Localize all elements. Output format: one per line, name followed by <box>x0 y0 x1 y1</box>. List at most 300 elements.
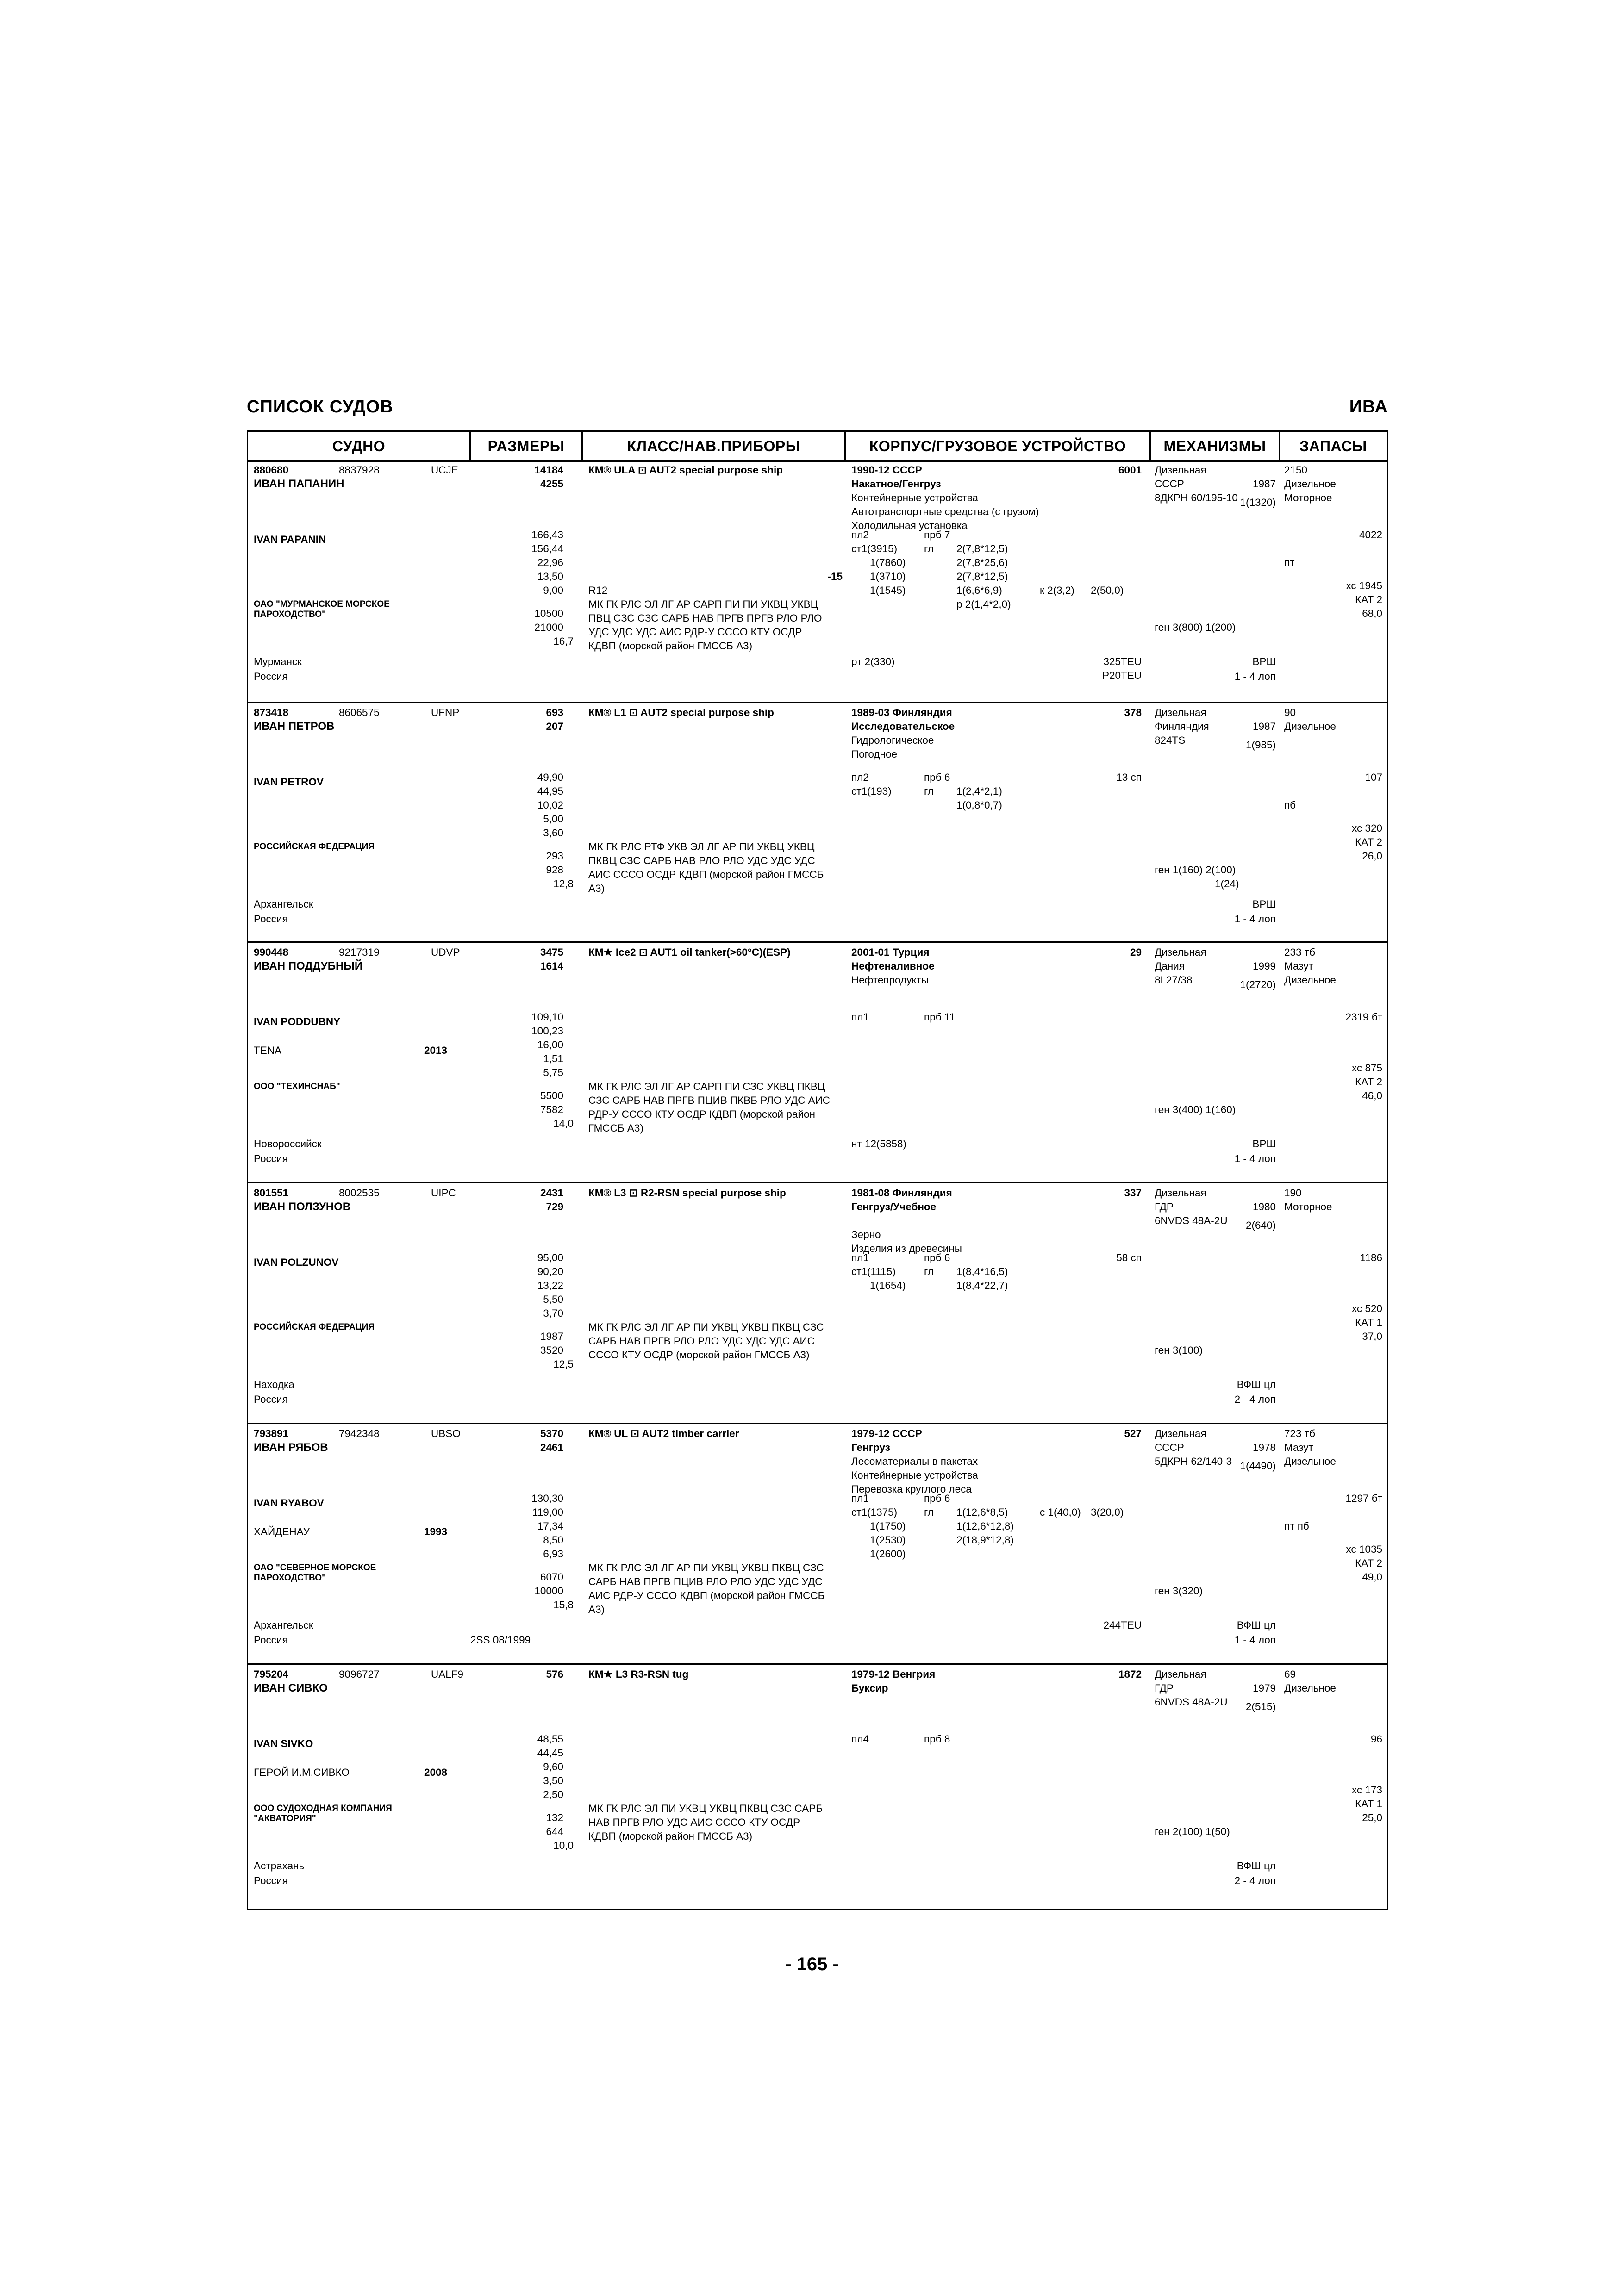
navigation-equipment: КДВП (морской район ГМССБ А3) <box>588 1830 753 1842</box>
hold-cell: 13 сп <box>1116 772 1142 783</box>
previous-name-year: 2008 <box>424 1767 448 1778</box>
dimension-value: 5,50 <box>543 1294 563 1305</box>
tonnage-value: 576 <box>546 1668 563 1680</box>
stores-value: КАТ 1 <box>1355 1317 1382 1328</box>
capacity-value: 1987 <box>540 1331 563 1342</box>
hold-cell: гл <box>924 543 934 554</box>
cargo-type: Изделия из древесины <box>851 1243 962 1254</box>
propeller-type: ВФШ цл <box>1237 1619 1276 1631</box>
hull-type: Буксир <box>851 1682 888 1694</box>
propeller-blades: 2 - 4 лоп <box>1234 1875 1276 1886</box>
hold-cell: прб 11 <box>924 1011 956 1023</box>
stores-value: 2150 <box>1284 464 1308 476</box>
cargo-type: Автотранспортные средства (с грузом) <box>851 506 1039 517</box>
vessel-name-en: IVAN PODDUBNY <box>254 1016 341 1027</box>
navigation-equipment: ПВЦ СЗС СЗС САРБ НАВ ПРГВ ПРГВ РЛО РЛО <box>588 612 822 624</box>
hold-cell: пл2 <box>851 772 869 783</box>
hold-cell: 2(7,8*25,6) <box>956 557 1008 568</box>
stores-value: КАТ 2 <box>1355 594 1382 605</box>
hold-cell: 1(6,6*6,9) <box>956 585 1002 596</box>
vessel-name-ru: ИВАН ПОДДУБНЫЙ <box>254 960 363 972</box>
dimension-value: 130,30 <box>531 1493 563 1504</box>
capacity-value: 644 <box>546 1826 563 1837</box>
stores-value: 49,0 <box>1362 1571 1382 1583</box>
navigation-equipment: АИС СССО ОСДР КДВП (морской район ГМССБ <box>588 869 824 880</box>
cargo-type: Контейнерные устройства <box>851 1469 978 1481</box>
home-port: Архангельск <box>254 1619 313 1631</box>
generators: ген 3(100) <box>1155 1344 1203 1356</box>
stores-value: Дизельное <box>1284 974 1336 986</box>
container-capacity: 244TEU <box>1103 1619 1142 1631</box>
tonnage-value: 2431 <box>540 1187 563 1199</box>
engine-info: 8L27/38 <box>1155 974 1193 986</box>
generators: ген 3(800) 1(200) <box>1155 622 1236 633</box>
propeller-type: ВРШ <box>1252 1138 1276 1150</box>
owner-line: ОАО "МУРМАНСКОЕ МОРСКОЕ <box>254 599 390 609</box>
column-header-machinery: МЕХАНИЗМЫ <box>1163 438 1266 454</box>
dimension-value: 166,43 <box>531 529 563 541</box>
propeller-blades: 2 - 4 лоп <box>1234 1394 1276 1405</box>
hold-cell: 58 сп <box>1116 1252 1142 1263</box>
dimension-value: 48,55 <box>537 1733 563 1745</box>
owner-line: ОАО "СЕВЕРНОЕ МОРСКОЕ <box>254 1563 376 1573</box>
navigation-equipment: МК ГК РЛС ЭЛ ПИ УКВЦ УКВЦ ПКВЦ СЗС САРБ <box>588 1803 823 1814</box>
tonnage-value: 1614 <box>540 960 563 972</box>
imo-number: 7942348 <box>339 1428 380 1439</box>
home-port: Новороссийск <box>254 1138 322 1150</box>
engine-info: СССР <box>1155 1442 1184 1453</box>
hold-cell: 1(1750) <box>870 1520 906 1532</box>
registry-number: 795204 <box>254 1668 289 1680</box>
generators: 1(24) <box>1215 878 1239 890</box>
hold-cell: 2(7,8*12,5) <box>956 543 1008 554</box>
stores-value: 26,0 <box>1362 850 1382 862</box>
stores-value: 37,0 <box>1362 1331 1382 1342</box>
dimension-value: 17,34 <box>537 1520 563 1532</box>
dimension-value: 119,00 <box>532 1506 563 1518</box>
navigation-equipment: А3) <box>588 883 605 894</box>
ship-record <box>248 460 1387 700</box>
engine-year: 1978 <box>1252 1442 1276 1453</box>
ships-table <box>247 430 1388 1910</box>
tonnage-value: 3475 <box>540 946 563 958</box>
survey-note: 2SS 08/1999 <box>470 1634 531 1646</box>
vessel-name-ru: ИВАН ПЕТРОВ <box>254 720 335 733</box>
stores-value: 90 <box>1284 707 1296 718</box>
cargo-type: Лесоматериалы в пакетах <box>851 1456 978 1467</box>
hold-cell: пл1 <box>851 1493 869 1504</box>
navigation-equipment: САРБ НАВ ПРГВ ПЦИВ РЛО РЛО УДС УДС УДС <box>588 1576 823 1587</box>
dimension-value: 16,00 <box>537 1039 563 1051</box>
dimension-value: 44,95 <box>537 785 563 797</box>
tonnage-value: 693 <box>546 707 563 718</box>
engine-info: Дизельная <box>1155 464 1206 476</box>
tonnage-value: 729 <box>546 1201 563 1213</box>
dimension-value: 13,50 <box>537 571 563 582</box>
hull-type: Накатное/Генгруз <box>851 478 941 490</box>
navigation-equipment: ПКВЦ СЗС САРБ НАВ РЛО РЛО УДС УДС УДС <box>588 855 815 866</box>
propeller-type: ВФШ цл <box>1237 1860 1276 1872</box>
build-number: 378 <box>1124 707 1142 718</box>
navigation-equipment: СССО КТУ ОСДР (морской район ГМССБ А3) <box>588 1349 810 1361</box>
dimension-value: 9,00 <box>543 585 563 596</box>
build-number: 1872 <box>1118 1668 1142 1680</box>
vessel-name-en: IVAN PAPANIN <box>254 534 326 545</box>
build-info: 1979-12 Венгрия <box>851 1668 936 1680</box>
section-title: ИВА <box>1349 397 1388 417</box>
hold-cell: 1(12,6*12,8) <box>956 1520 1014 1532</box>
registry-number: 873418 <box>254 707 289 718</box>
stores-value: 4022 <box>1359 529 1382 541</box>
owner-line: ООО СУДОХОДНАЯ КОМПАНИЯ <box>254 1804 392 1813</box>
stores-value: пт пб <box>1284 1520 1309 1532</box>
hull-type: Генгруз/Учебное <box>851 1201 937 1213</box>
capacity-value: 6070 <box>540 1571 563 1583</box>
hold-cell: 2(18,9*12,8) <box>956 1534 1014 1546</box>
build-number: 337 <box>1124 1187 1142 1199</box>
engine-power: 1(2720) <box>1240 979 1276 990</box>
cargo-type: Нефтепродукты <box>851 974 929 986</box>
vessel-name-en: IVAN POLZUNOV <box>254 1257 339 1268</box>
stores-value: Дизельное <box>1284 1682 1336 1694</box>
navigation-equipment: ГМССБ А3) <box>588 1122 643 1134</box>
stores-value: хс 520 <box>1351 1303 1382 1314</box>
stores-value: Дизельное <box>1284 478 1336 490</box>
capacity-value: 16,7 <box>553 635 574 647</box>
tonnage-value: 2461 <box>540 1442 563 1453</box>
previous-name: TENA <box>254 1045 282 1056</box>
engine-info: Дизельная <box>1155 707 1206 718</box>
hold-cell: 3(20,0) <box>1091 1506 1124 1518</box>
owner-line: ООО "ТЕХИНСНАБ" <box>254 1082 340 1091</box>
hull-type: Нефтеналивное <box>851 960 935 972</box>
cargo-type: Зерно <box>851 1229 881 1240</box>
cargo-type: Перевозка круглого леса <box>851 1483 972 1495</box>
owner-line: РОССИЙСКАЯ ФЕДЕРАЦИЯ <box>254 842 375 852</box>
stores-value: хс 320 <box>1351 822 1382 834</box>
navigation-equipment: УДС УДС УДС АИС РДР-У СССО КТУ ОСДР <box>588 626 802 638</box>
navigation-equipment: КДВП (морской район ГМССБ А3) <box>588 640 753 652</box>
owner-line: ПАРОХОДСТВО" <box>254 610 326 619</box>
hull-type: Генгруз <box>851 1442 890 1453</box>
engine-power: 2(515) <box>1245 1701 1276 1712</box>
engine-info: 6NVDS 48A-2U <box>1155 1696 1228 1708</box>
hold-cell: прб 7 <box>924 529 950 541</box>
dimension-value: 95,00 <box>537 1252 563 1263</box>
build-info: 1989-03 Финляндия <box>851 707 952 718</box>
hold-cell: гл <box>924 1266 934 1277</box>
capacity-value: 132 <box>546 1812 563 1823</box>
flag-country: Россия <box>254 1634 288 1646</box>
home-port: Архангельск <box>254 898 313 910</box>
propeller-blades: 1 - 4 лоп <box>1234 1634 1276 1646</box>
engine-info: Дания <box>1155 960 1185 972</box>
flag-country: Россия <box>254 1394 288 1405</box>
capacity-value: 15,8 <box>553 1599 574 1611</box>
previous-name-year: 2013 <box>424 1045 448 1056</box>
flag-country: Россия <box>254 671 288 682</box>
stores-value: 190 <box>1284 1187 1302 1199</box>
class-notation: КМ® L3 ⊡ R2-RSN special purpose ship <box>588 1187 786 1199</box>
registry-number: 793891 <box>254 1428 289 1439</box>
build-info: 2001-01 Турция <box>851 946 930 958</box>
class-notation: КМ★ Ice2 ⊡ AUT1 oil tanker(>60°C)(ESP) <box>588 946 791 958</box>
navigation-equipment: МК ГК РЛС ЭЛ ЛГ АР ПИ УКВЦ УКВЦ ПКВЦ СЗС <box>588 1321 824 1333</box>
navigation-equipment: РДР-У СССО КТУ ОСДР КДВП (морской район <box>588 1108 815 1120</box>
ship-record <box>248 702 1387 941</box>
previous-name: ХАЙДЕНАУ <box>254 1526 310 1537</box>
ship-record <box>248 1663 1387 1903</box>
dimension-value: 109,10 <box>531 1011 563 1023</box>
engine-info: Дизельная <box>1155 1187 1206 1199</box>
engine-power: 2(640) <box>1245 1220 1276 1231</box>
cargo-type: Холодильная установка <box>851 520 968 531</box>
class-notation: КМ★ L3 R3-RSN tug <box>588 1668 689 1680</box>
capacity-value: 12,8 <box>553 878 574 890</box>
capacity-value: 3520 <box>540 1344 563 1356</box>
hold-cell: с 1(40,0) <box>1040 1506 1081 1518</box>
home-port: Находка <box>254 1379 294 1390</box>
previous-name-year: 1993 <box>424 1526 448 1537</box>
stores-value: 723 тб <box>1284 1428 1315 1439</box>
stores-value: хс 1945 <box>1346 580 1382 591</box>
vessel-name-en: IVAN RYABOV <box>254 1497 324 1509</box>
ice-class: R12 <box>588 585 608 596</box>
call-sign: UBSO <box>431 1428 461 1439</box>
capacity-value: 10000 <box>534 1585 563 1597</box>
stores-value: КАТ 1 <box>1355 1798 1382 1810</box>
generators: ген 3(400) 1(160) <box>1155 1104 1236 1115</box>
stores-value: 96 <box>1370 1733 1382 1745</box>
dimension-value: 156,44 <box>531 543 563 554</box>
home-port: Астрахань <box>254 1860 305 1872</box>
hold-cell: ст1(1375) <box>851 1506 898 1518</box>
class-number: -15 <box>827 571 843 582</box>
capacity-value: 928 <box>546 864 563 876</box>
ship-record <box>248 941 1387 1181</box>
navigation-equipment: НАВ ПРГВ РЛО УДС АИС СССО КТУ ОСДР <box>588 1817 800 1828</box>
hold-cell: 1(1545) <box>870 585 906 596</box>
hold-cell: прб 6 <box>924 1252 950 1263</box>
navigation-equipment: МК ГК РЛС ЭЛ ЛГ АР САРП ПИ ПИ УКВЦ УКВЦ <box>588 598 818 610</box>
propeller-blades: 1 - 4 лоп <box>1234 671 1276 682</box>
engine-year: 1980 <box>1252 1201 1276 1213</box>
hold-cell: 1(1654) <box>870 1280 906 1291</box>
container-capacity: P20TEU <box>1102 670 1142 681</box>
dimension-value: 3,60 <box>543 827 563 839</box>
vessel-name-ru: ИВАН ПОЛЗУНОВ <box>254 1201 351 1213</box>
hold-cell: прб 6 <box>924 1493 950 1504</box>
cargo-type: Контейнерные устройства <box>851 492 978 504</box>
stores-value: 107 <box>1365 772 1382 783</box>
owner-line: ПАРОХОДСТВО" <box>254 1573 326 1583</box>
owner-line: РОССИЙСКАЯ ФЕДЕРАЦИЯ <box>254 1322 375 1332</box>
hold-cell: прб 6 <box>924 772 950 783</box>
engine-info: Дизельная <box>1155 946 1206 958</box>
hold-cell: 1(2600) <box>870 1548 906 1560</box>
hold-cell: ст1(1115) <box>851 1266 896 1277</box>
build-number: 29 <box>1130 946 1142 958</box>
engine-info: Дизельная <box>1155 1668 1206 1680</box>
engine-info: Дизельная <box>1155 1428 1206 1439</box>
hold-cell: ст1(3915) <box>851 543 898 554</box>
engine-info: ГДР <box>1155 1201 1174 1213</box>
class-notation: КМ® L1 ⊡ AUT2 special purpose ship <box>588 707 774 718</box>
navigation-equipment: АИС РДР-У СССО КДВП (морской район ГМССБ <box>588 1590 825 1601</box>
engine-power: 1(4490) <box>1240 1460 1276 1472</box>
previous-name: ГЕРОЙ И.М.СИВКО <box>254 1767 350 1778</box>
dimension-value: 3,70 <box>543 1307 563 1319</box>
list-title: СПИСОК СУДОВ <box>247 397 394 417</box>
engine-year: 1979 <box>1252 1682 1276 1694</box>
dimension-value: 13,22 <box>537 1280 563 1291</box>
flag-country: Россия <box>254 1153 288 1164</box>
engine-year: 1987 <box>1252 478 1276 490</box>
registry-number: 801551 <box>254 1187 289 1199</box>
hold-cell: пл1 <box>851 1011 869 1023</box>
build-info: 1981-08 Финляндия <box>851 1187 952 1199</box>
call-sign: UALF9 <box>431 1668 464 1680</box>
engine-year: 1999 <box>1252 960 1276 972</box>
class-notation: КМ® ULA ⊡ AUT2 special purpose ship <box>588 464 783 476</box>
engine-info: 8ДКРН 60/195-10 <box>1155 492 1238 504</box>
capacity-value: 14,0 <box>553 1118 574 1129</box>
tank-info: рт 2(330) <box>851 656 895 667</box>
capacity-value: 5500 <box>540 1090 563 1101</box>
call-sign: UCJE <box>431 464 458 476</box>
engine-info: 824TS <box>1155 734 1186 746</box>
vessel-name-en: IVAN PETROV <box>254 776 324 788</box>
build-info: 1979-12 СССР <box>851 1428 922 1439</box>
hold-cell: 1(2,4*2,1) <box>956 785 1002 797</box>
hold-cell: 1(3710) <box>870 571 906 582</box>
engine-info: ГДР <box>1155 1682 1174 1694</box>
vessel-name-ru: ИВАН РЯБОВ <box>254 1441 328 1454</box>
flag-country: Россия <box>254 1875 288 1886</box>
column-header-class: КЛАСС/НАВ.ПРИБОРЫ <box>627 438 800 454</box>
navigation-equipment: САРБ НАВ ПРГВ РЛО РЛО УДС УДС УДС АИС <box>588 1335 815 1347</box>
stores-value: КАТ 2 <box>1355 836 1382 848</box>
hold-cell: гл <box>924 785 934 797</box>
stores-value: хс 1035 <box>1346 1543 1382 1555</box>
engine-power: 1(1320) <box>1240 497 1276 508</box>
dimension-value: 90,20 <box>537 1266 563 1277</box>
capacity-value: 293 <box>546 850 563 862</box>
container-capacity: 325TEU <box>1103 656 1142 667</box>
cargo-type: Гидрологическое <box>851 734 934 746</box>
column-header-stores: ЗАПАСЫ <box>1299 438 1367 454</box>
navigation-equipment: МК ГК РЛС ЭЛ ЛГ АР ПИ УКВЦ УКВЦ ПКВЦ СЗС <box>588 1562 824 1574</box>
dimension-value: 5,00 <box>543 813 563 825</box>
tonnage-value: 5370 <box>540 1428 563 1439</box>
engine-power: 1(985) <box>1245 739 1276 751</box>
table-header <box>248 432 1387 462</box>
hold-cell: 1(12,6*8,5) <box>956 1506 1008 1518</box>
vessel-name-ru: ИВАН ПАПАНИН <box>254 478 344 490</box>
stores-value: 25,0 <box>1362 1812 1382 1823</box>
navigation-equipment: А3) <box>588 1604 605 1615</box>
hold-cell: 1(7860) <box>870 557 906 568</box>
stores-value: КАТ 2 <box>1355 1557 1382 1569</box>
propeller-blades: 1 - 4 лоп <box>1234 1153 1276 1164</box>
hold-cell: 1(8,4*16,5) <box>956 1266 1008 1277</box>
stores-value: пт <box>1284 557 1295 568</box>
propeller-blades: 1 - 4 лоп <box>1234 913 1276 925</box>
tonnage-value: 207 <box>546 721 563 732</box>
stores-value: Мазут <box>1284 960 1313 972</box>
build-number: 6001 <box>1118 464 1142 476</box>
call-sign: UFNP <box>431 707 460 718</box>
tonnage-value: 4255 <box>540 478 563 490</box>
stores-value: 2319 бт <box>1345 1011 1382 1023</box>
call-sign: UDVP <box>431 946 460 958</box>
dimension-value: 1,51 <box>543 1053 563 1064</box>
imo-number: 8606575 <box>339 707 380 718</box>
dimension-value: 6,93 <box>543 1548 563 1560</box>
engine-info: 5ДКРН 62/140-3 <box>1155 1456 1232 1467</box>
cargo-type: Погодное <box>851 748 897 760</box>
vessel-name-ru: ИВАН СИВКО <box>254 1682 328 1694</box>
navigation-equipment: СЗС САРБ НАВ ПРГВ ПЦИВ ПКВБ РЛО УДС АИС <box>588 1095 831 1106</box>
owner-line: "АКВАТОРИЯ" <box>254 1814 316 1823</box>
engine-year: 1987 <box>1252 721 1276 732</box>
propeller-type: ВРШ <box>1252 656 1276 667</box>
stores-value: 68,0 <box>1362 608 1382 619</box>
home-port: Мурманск <box>254 656 302 667</box>
stores-value: КАТ 2 <box>1355 1076 1382 1088</box>
imo-number: 9217319 <box>339 946 380 958</box>
ship-record <box>248 1182 1387 1422</box>
imo-number: 9096727 <box>339 1668 380 1680</box>
hold-cell: 2(7,8*12,5) <box>956 571 1008 582</box>
generators: ген 1(160) 2(100) <box>1155 864 1236 876</box>
capacity-value: 21000 <box>534 622 563 633</box>
tonnage-value: 14184 <box>534 464 563 476</box>
build-number: 527 <box>1124 1428 1142 1439</box>
column-header-dimensions: РАЗМЕРЫ <box>487 438 565 454</box>
hull-type: Исследовательское <box>851 721 955 732</box>
hold-cell: 1(2530) <box>870 1534 906 1546</box>
navigation-equipment: МК ГК РЛС РТФ УКВ ЭЛ ЛГ АР ПИ УКВЦ УКВЦ <box>588 841 815 852</box>
stores-value: Мазут <box>1284 1442 1313 1453</box>
registry-number: 990448 <box>254 946 289 958</box>
hold-cell: прб 8 <box>924 1733 950 1745</box>
call-sign: UIPC <box>431 1187 456 1199</box>
registry-number: 880680 <box>254 464 289 476</box>
hold-cell: пл2 <box>851 529 869 541</box>
dimension-value: 9,60 <box>543 1761 563 1773</box>
dimension-value: 100,23 <box>531 1025 563 1037</box>
stores-value: 69 <box>1284 1668 1296 1680</box>
dimension-value: 3,50 <box>543 1775 563 1786</box>
hold-cell: 1(8,4*22,7) <box>956 1280 1008 1291</box>
stores-value: Дизельное <box>1284 721 1336 732</box>
propeller-type: ВРШ <box>1252 898 1276 910</box>
hold-cell: гл <box>924 1506 934 1518</box>
column-header-hull: КОРПУС/ГРУЗОВОЕ УСТРОЙСТВО <box>869 438 1126 454</box>
ship-record <box>248 1423 1387 1662</box>
vessel-name-en: IVAN SIVKO <box>254 1738 313 1749</box>
hold-cell: пл1 <box>851 1252 869 1263</box>
engine-info: СССР <box>1155 478 1184 490</box>
generators: ген 3(320) <box>1155 1585 1203 1597</box>
dimension-value: 49,90 <box>537 772 563 783</box>
imo-number: 8002535 <box>339 1187 380 1199</box>
page-header <box>247 397 1388 420</box>
dimension-value: 10,02 <box>537 799 563 811</box>
engine-info: 6NVDS 48A-2U <box>1155 1215 1228 1226</box>
hold-cell: пл4 <box>851 1733 869 1745</box>
